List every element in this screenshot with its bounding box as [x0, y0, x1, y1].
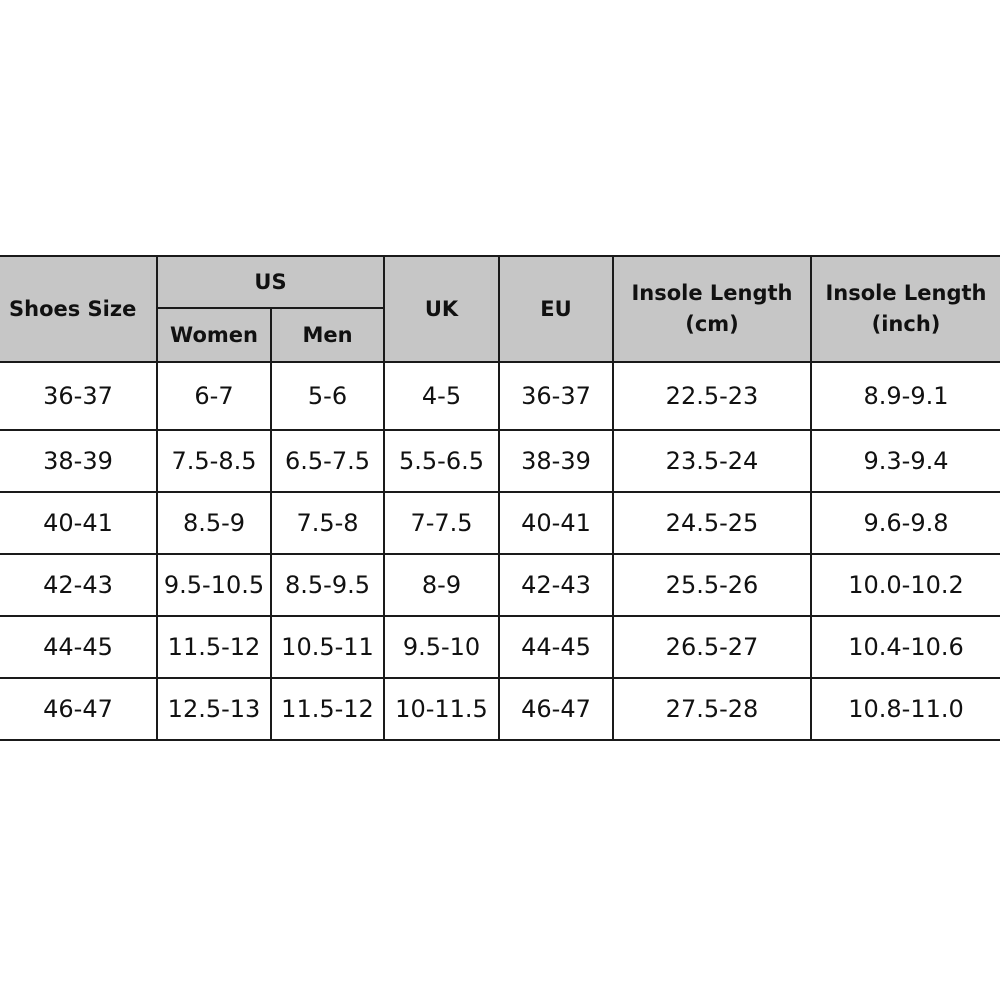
cell-uk: 7-7.5	[384, 492, 499, 554]
cell-shoe-size: 46-47	[0, 678, 157, 740]
cell-insole-inch: 8.9-9.1	[811, 362, 1000, 430]
cell-uk: 9.5-10	[384, 616, 499, 678]
cell-insole-cm: 22.5-23	[613, 362, 811, 430]
cell-eu: 42-43	[499, 554, 613, 616]
table-row	[0, 430, 1000, 492]
cell-uk: 8-9	[384, 554, 499, 616]
cell-us-women: 6-7	[157, 362, 271, 430]
cell-shoe-size: 40-41	[0, 492, 157, 554]
cell-us-men: 8.5-9.5	[271, 554, 384, 616]
header-us-women: Women	[157, 308, 271, 362]
cell-uk: 4-5	[384, 362, 499, 430]
header-uk: UK	[384, 256, 499, 362]
cell-insole-inch: 10.8-11.0	[811, 678, 1000, 740]
header-insole-length-cm	[613, 256, 811, 362]
cell-eu: 46-47	[499, 678, 613, 740]
cell-eu: 44-45	[499, 616, 613, 678]
cell-shoe-size: 42-43	[0, 554, 157, 616]
cell-us-men: 10.5-11	[271, 616, 384, 678]
cell-shoe-size: 38-39	[0, 430, 157, 492]
table-row	[0, 492, 1000, 554]
cell-us-women: 11.5-12	[157, 616, 271, 678]
header-shoes-size: Shoes Size	[0, 256, 157, 362]
cell-uk: 5.5-6.5	[384, 430, 499, 492]
header-insole-inch-line2: (inch)	[871, 312, 941, 336]
cell-uk: 10-11.5	[384, 678, 499, 740]
size-rows	[0, 362, 1000, 740]
cell-insole-cm: 25.5-26	[613, 554, 811, 616]
cell-eu: 36-37	[499, 362, 613, 430]
header-us-men: Men	[271, 308, 384, 362]
header-insole-length-inch	[811, 256, 1000, 362]
cell-insole-inch: 10.4-10.6	[811, 616, 1000, 678]
cell-us-men: 6.5-7.5	[271, 430, 384, 492]
cell-insole-cm: 27.5-28	[613, 678, 811, 740]
cell-shoe-size: 36-37	[0, 362, 157, 430]
cell-us-men: 11.5-12	[271, 678, 384, 740]
cell-eu: 40-41	[499, 492, 613, 554]
cell-us-women: 8.5-9	[157, 492, 271, 554]
header-eu: EU	[499, 256, 613, 362]
table-row	[0, 362, 1000, 430]
cell-insole-inch: 10.0-10.2	[811, 554, 1000, 616]
cell-shoe-size: 44-45	[0, 616, 157, 678]
cell-us-men: 7.5-8	[271, 492, 384, 554]
cell-insole-inch: 9.3-9.4	[811, 430, 1000, 492]
cell-eu: 38-39	[499, 430, 613, 492]
cell-us-men: 5-6	[271, 362, 384, 430]
header-insole-cm-line2: (cm)	[685, 312, 739, 336]
table-row	[0, 616, 1000, 678]
cell-us-women: 7.5-8.5	[157, 430, 271, 492]
header-insole-cm-line1: Insole Length	[631, 281, 793, 305]
size-chart-table	[0, 255, 1000, 741]
cell-us-women: 12.5-13	[157, 678, 271, 740]
table-row	[0, 554, 1000, 616]
cell-insole-cm: 24.5-25	[613, 492, 811, 554]
cell-insole-inch: 9.6-9.8	[811, 492, 1000, 554]
header-insole-inch-line1: Insole Length	[825, 281, 987, 305]
header-us: US	[157, 256, 384, 308]
cell-insole-cm: 26.5-27	[613, 616, 811, 678]
cell-insole-cm: 23.5-24	[613, 430, 811, 492]
table-row	[0, 678, 1000, 740]
cell-us-women: 9.5-10.5	[157, 554, 271, 616]
